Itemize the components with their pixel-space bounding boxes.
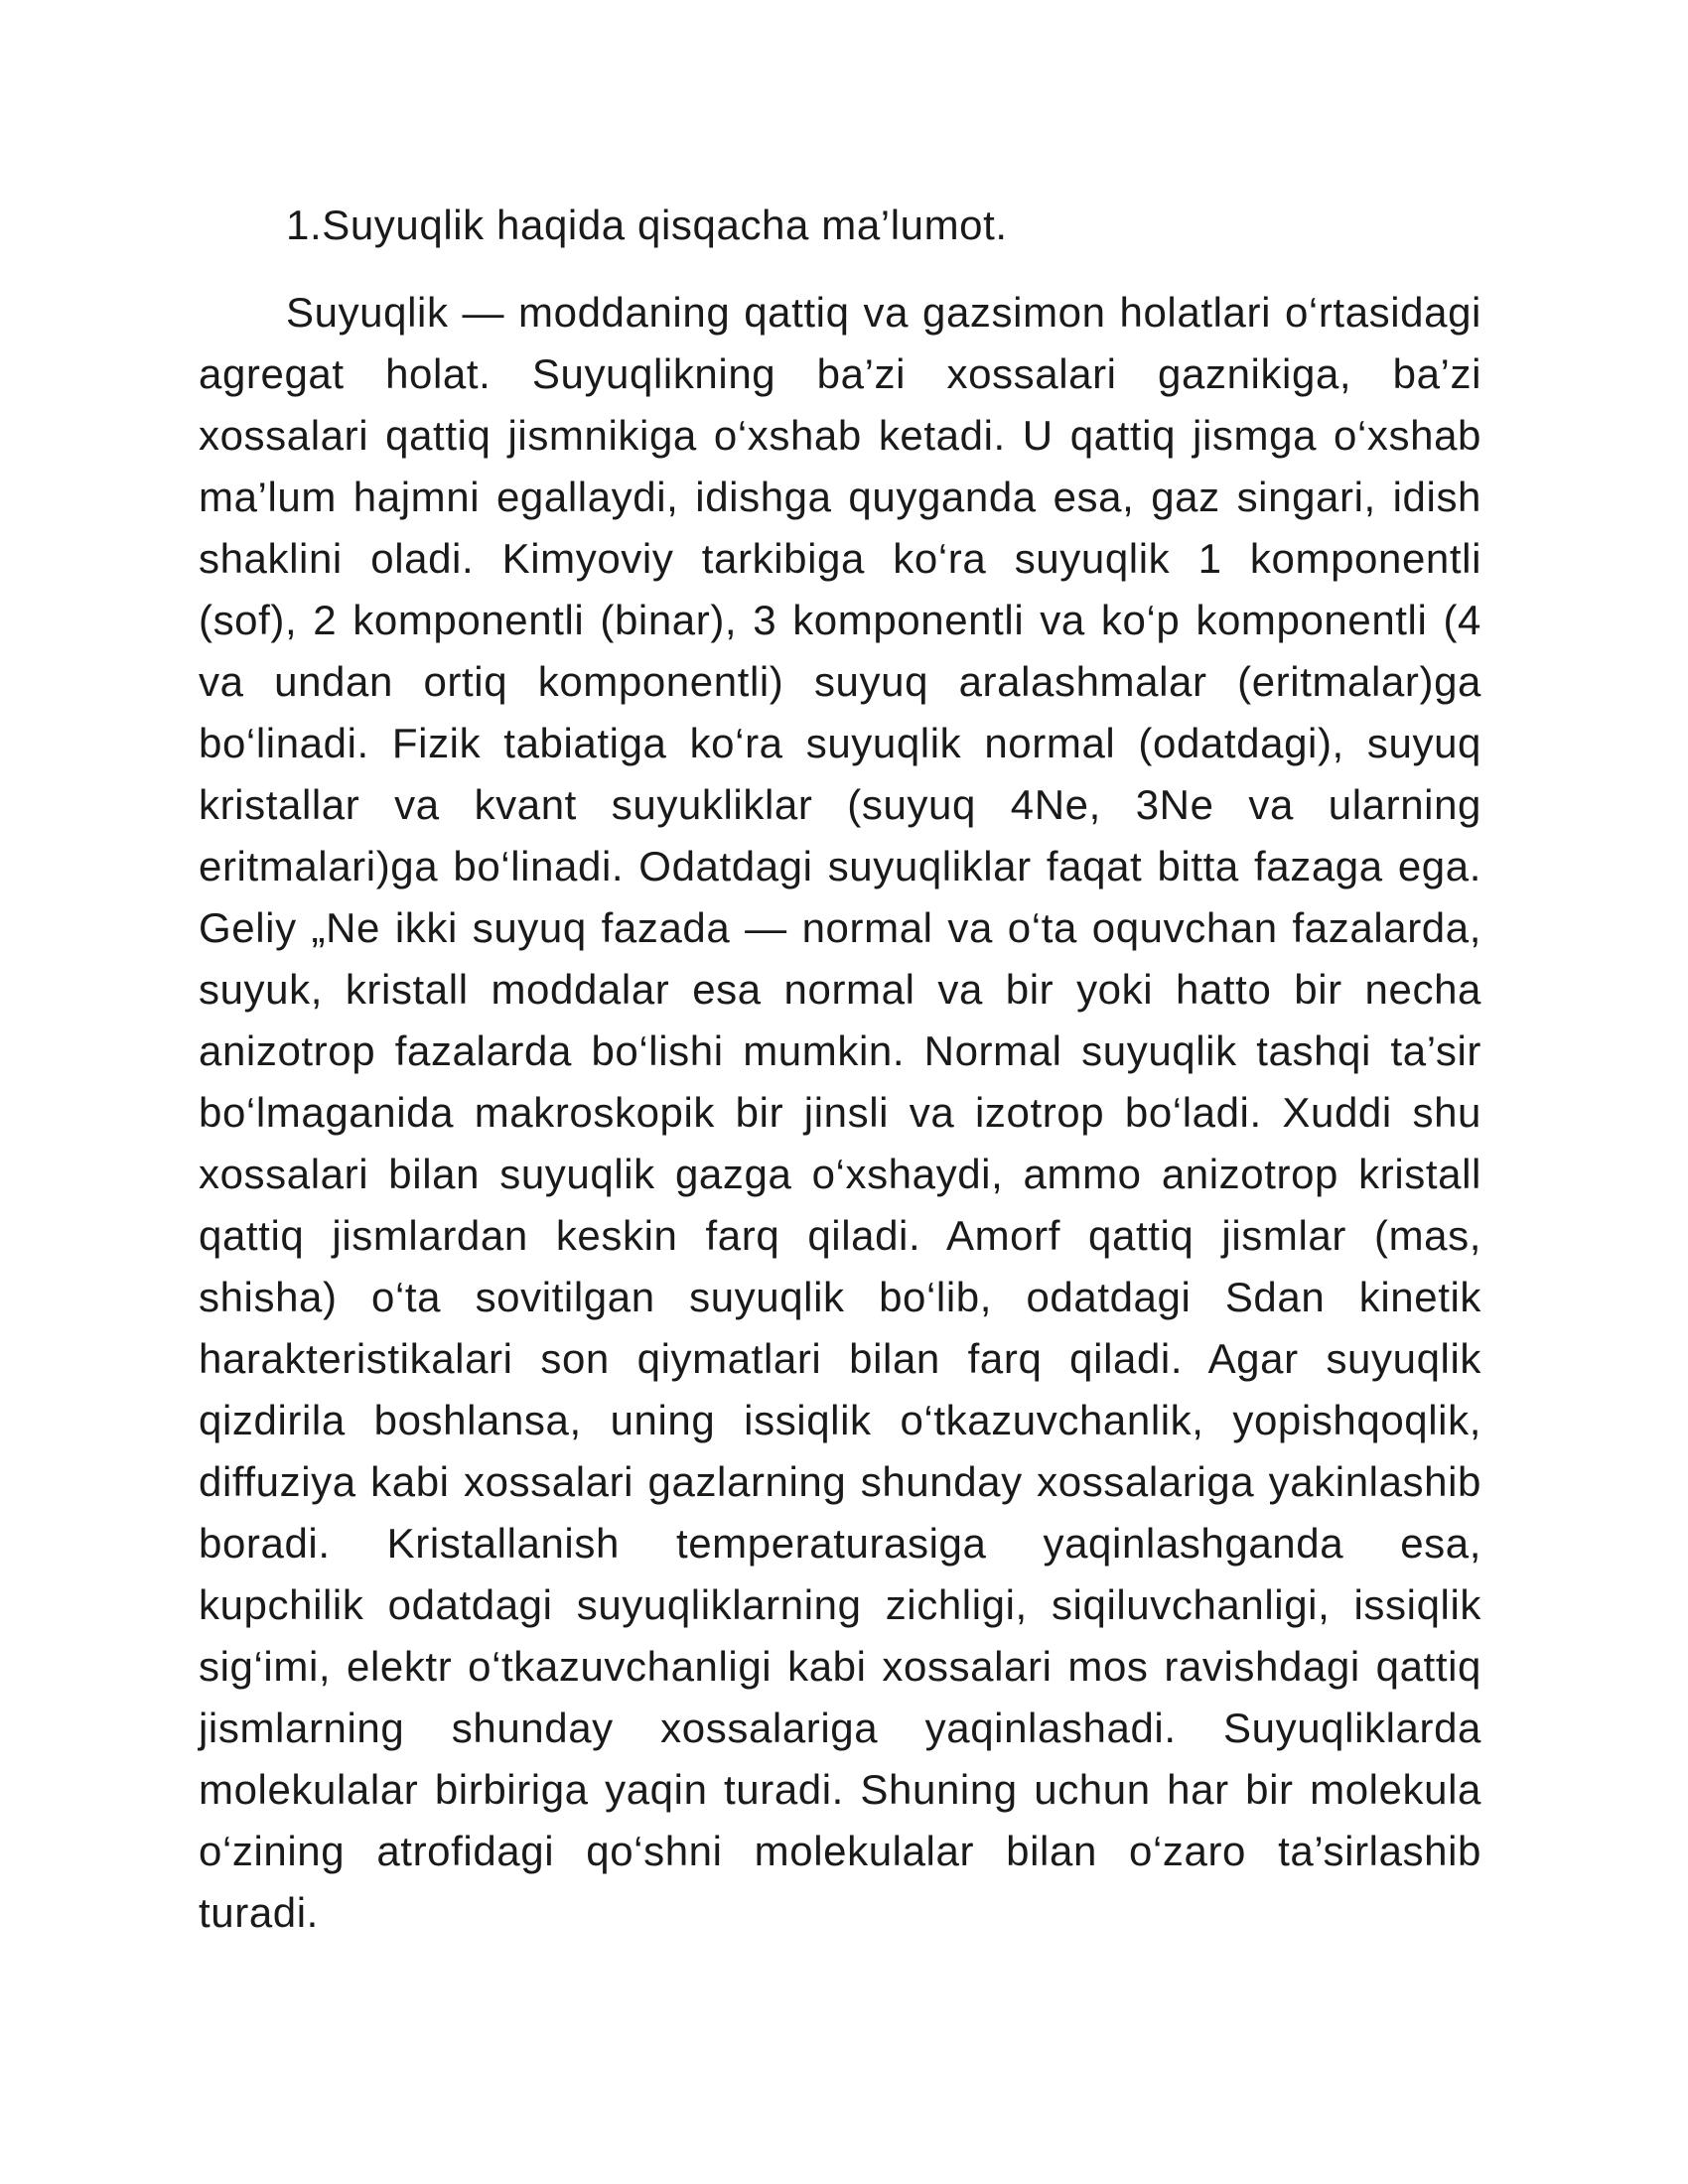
- body-paragraph: Suyuqlik — moddaning qattiq va gazsimon holatlari o‘rtasidagi agregat holat. Suyuqlikning ba’zi xossalari gaznikiga, ba’zi xossalari qattiq jismnikiga o‘xshab ketadi. U qattiq jismga o‘xshab ma’lum hajmni egallaydi, idishga quyganda esa, gaz singari, idish shaklini oladi. Kimyoviy tarkibiga ko‘ra suyuqlik 1 komponentli (sof), 2 komponentli (binar), 3 komponentli va ko‘p komponentli (4 va undan ortiq komponentli) suyuq aralashmalar (eritmalar)ga bo‘linadi. Fizik tabiatiga ko‘ra suyuqlik normal (odatdagi), suyuq kristallar va kvant suyukliklar (suyuq 4Ne, 3Ne va ularning eritmalari)ga bo‘linadi. Odatdagi suyuqliklar faqat bitta fazaga ega. Geliy „Ne ikki suyuq fazada — normal va o‘ta oquvchan fazalarda, suyuk, kristall moddalar esa normal va bir yoki hatto bir necha anizotrop fazalarda bo‘lishi mumkin. Normal suyuqlik tashqi ta’sir bo‘lmaganida makroskopik bir jinsli va izotrop bo‘ladi. Xuddi shu xossalari bilan suyuqlik gazga o‘xshaydi, ammo anizotrop kristall qattiq jismlardan keskin farq qiladi. Amorf qattiq jismlar (mas, shisha) o‘ta sovitilgan suyuqlik bo‘lib, odatdagi Sdan kinetik harakteristikalari son qiymatlari bilan farq qiladi. Agar suyuqlik qizdirila boshlansa, uning issiqlik o‘tkazuvchanlik, yopishqoqlik, diffuziya kabi xossalari gazlarning shunday xossalariga yakinlashib boradi. Kristallanish temperaturasiga yaqinlashganda esa, kupchilik odatdagi suyuqliklarning zichligi, siqiluvchanligi, issiqlik sig‘imi, elektr o‘tkazuvchanligi kabi xossalari mos ravishdagi qattiq jismlarning shunday xossalariga yaqinlashadi. Suyuqliklarda molekulalar birbiriga yaqin turadi. Shuning uchun har bir molekula o‘zining atrofidagi qo‘shni molekulalar bilan o‘zaro ta’sirlashib turadi.: [199, 289, 1481, 1936]
- section-heading: 1.Suyuqlik haqida qisqacha ma’lumot.: [286, 202, 1008, 248]
- document-page: [199, 195, 1481, 1944]
